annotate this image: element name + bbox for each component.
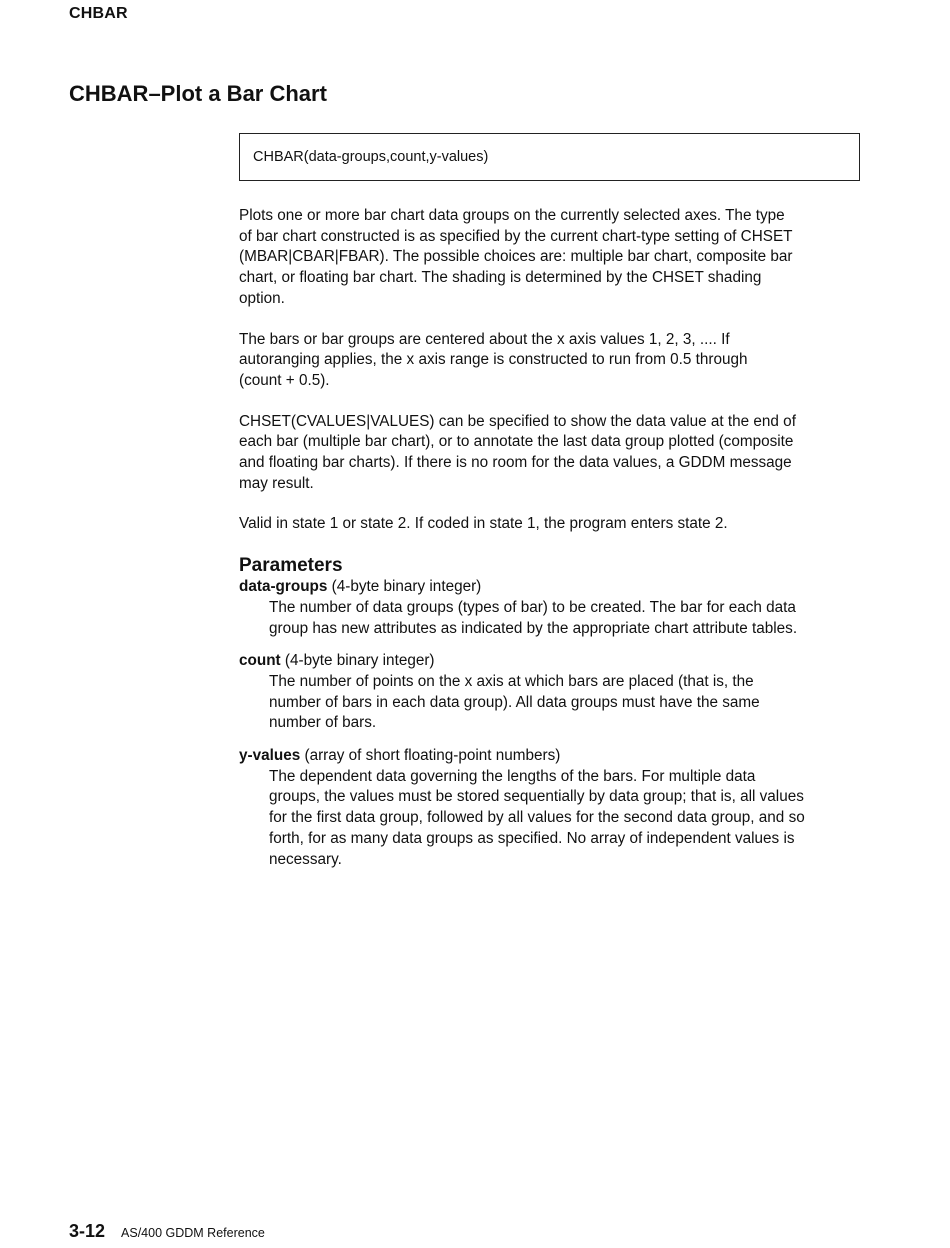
syntax-box (239, 133, 860, 181)
book-title: AS/400 GDDM Reference (121, 1226, 265, 1240)
paragraph-description (239, 206, 869, 310)
parameter-type: (4-byte binary integer) (327, 578, 482, 596)
text-line: chart, or floating bar chart. The shading is determined by the CHSET shading (239, 269, 762, 287)
page-footer (69, 1221, 265, 1242)
parameter-y-values (239, 746, 869, 870)
text-line: number of bars. (269, 714, 377, 732)
parameters-heading: Parameters (239, 555, 343, 577)
text-line: group has new attributes as indicated by the appropriate chart attribute tables. (269, 619, 798, 637)
running-head: CHBAR (69, 5, 128, 22)
paragraph-values (239, 412, 869, 495)
text-line: of bar chart constructed is as specified by the current chart-type setting of CHSET (239, 227, 793, 245)
text-line: autoranging applies, the x axis range is constructed to run from 0.5 through (239, 351, 748, 369)
parameter-count (239, 651, 869, 734)
text-line: option. (239, 289, 285, 307)
text-line: necessary. (269, 850, 342, 868)
parameter-header (239, 651, 869, 672)
text-line: The number of data groups (types of bar) to be created. The bar for each data (269, 598, 796, 616)
text-line: forth, for as many data groups as specified. No array of independent values is (269, 829, 795, 847)
text-line: The dependent data governing the lengths of the bars. For multiple data (269, 767, 756, 785)
body-text (239, 206, 869, 882)
paragraph-centering (239, 330, 869, 392)
parameter-type: (4-byte binary integer) (280, 652, 435, 670)
text-line: number of bars in each data group). All data groups must have the same (269, 693, 760, 711)
parameter-name: y-values (239, 747, 301, 765)
parameter-description (239, 598, 869, 639)
parameter-name: data-groups (239, 578, 328, 596)
parameter-description (239, 672, 869, 734)
parameter-name: count (239, 652, 281, 670)
syntax-text: CHBAR(data-groups,count,y-values) (253, 149, 489, 165)
text-line: Valid in state 1 or state 2. If coded in state 1, the program enters state 2. (239, 515, 728, 533)
parameter-type: (array of short floating-point numbers) (300, 747, 561, 765)
text-line: groups, the values must be stored sequentially by data group; that is, all values (269, 788, 804, 806)
text-line: CHSET(CVALUES|VALUES) can be specified to show the data value at the end of (239, 412, 796, 430)
text-line: Plots one or more bar chart data groups on the currently selected axes. The type (239, 207, 785, 224)
parameter-description (239, 767, 869, 871)
page-title: CHBAR–Plot a Bar Chart (69, 81, 327, 106)
page-number: 3-12 (69, 1221, 106, 1241)
parameter-data-groups (239, 577, 869, 639)
text-line: (MBAR|CBAR|FBAR). The possible choices are: multiple bar chart, composite bar (239, 248, 793, 266)
parameter-header (239, 746, 869, 767)
text-line: The bars or bar groups are centered about the x axis values 1, 2, 3, .... If (239, 330, 730, 348)
text-line: for the first data group, followed by all values for the second data group, and so (269, 809, 805, 827)
text-line: and floating bar charts). If there is no room for the data values, a GDDM message (239, 454, 792, 472)
text-line: each bar (multiple bar chart), or to annotate the last data group plotted (composite (239, 433, 794, 451)
text-line: (count + 0.5). (239, 371, 330, 389)
paragraph-state (239, 514, 869, 535)
text-line: may result. (239, 474, 314, 492)
text-line: The number of points on the x axis at which bars are placed (that is, the (269, 672, 754, 690)
parameter-header (239, 577, 869, 598)
